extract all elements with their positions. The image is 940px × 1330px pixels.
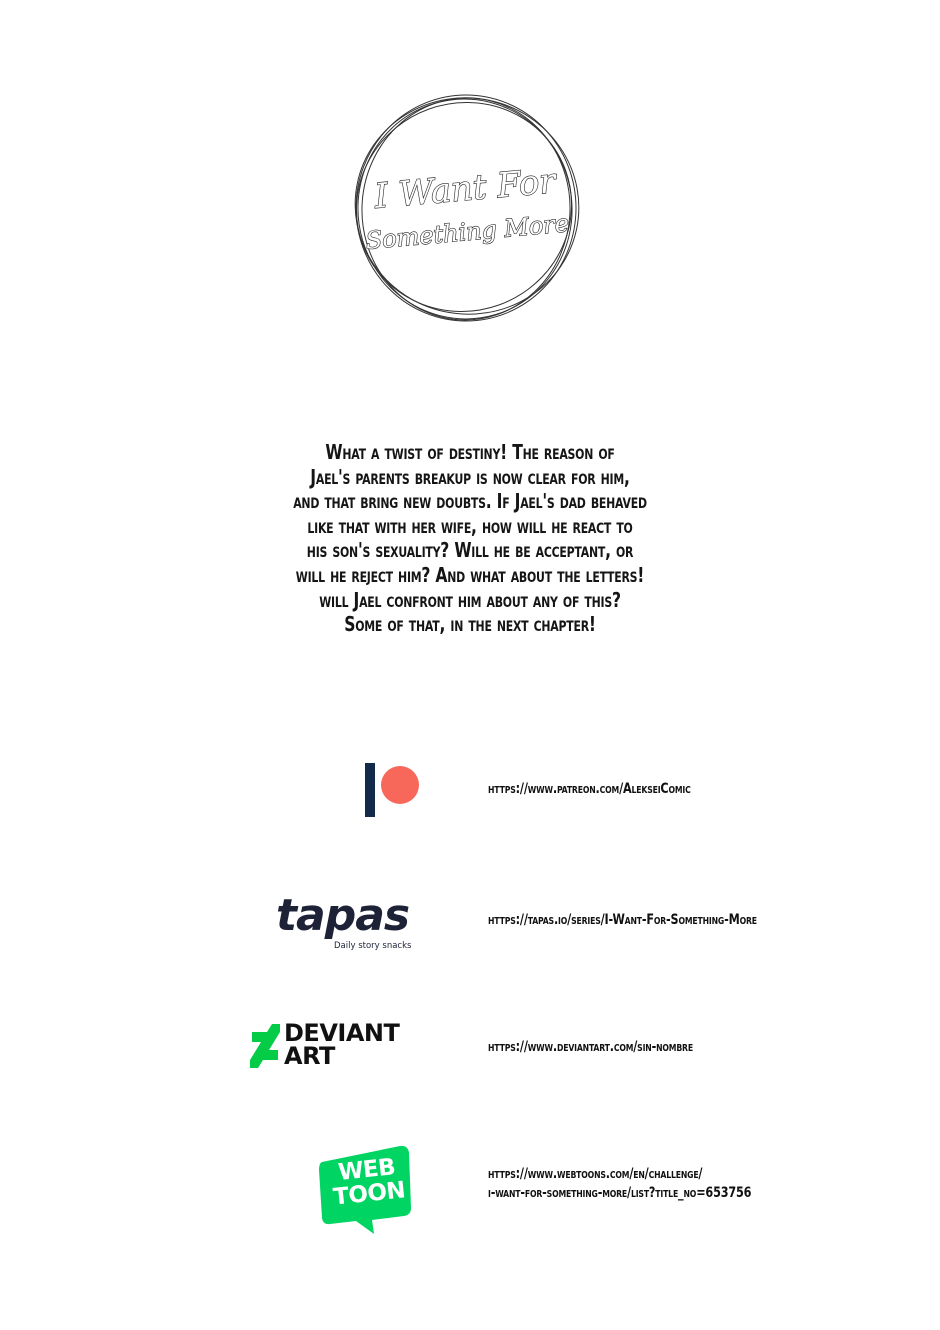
- series-logo-rings: [348, 88, 584, 328]
- afterword-text: [259, 440, 680, 637]
- tapas-wordmark: tapas: [276, 890, 410, 941]
- webtoon-word2: TOON: [332, 1177, 407, 1211]
- webtoon-url-line2: i-want-for-something-more/list?title_no=653756: [488, 1185, 752, 1201]
- series-logo: [348, 88, 584, 328]
- afterword-line: What a twist of destiny! The reason of: [325, 440, 615, 464]
- webtoon-wordmark: [324, 1154, 413, 1211]
- tapas-tagline: Daily story snacks: [334, 941, 412, 951]
- webtoon-word1: WEB: [336, 1154, 397, 1186]
- logo-title-line2: Something More: [364, 209, 571, 255]
- patreon-url-link[interactable]: https://www.patreon.com/AlekseiComic: [488, 781, 691, 797]
- logo-title-line1: I Want For: [372, 161, 558, 217]
- webtoon-url-link[interactable]: [488, 1165, 751, 1203]
- deviantart-word2: ART: [284, 1042, 335, 1070]
- afterword-line: like that with her wife, how will he react to: [307, 513, 633, 538]
- afterword-line: will he reject him? And what about the letters!: [295, 562, 645, 587]
- afterword-line: Some of that, in the next chapter!: [344, 612, 596, 637]
- deviantart-wordmark: [284, 1019, 400, 1070]
- patreon-icon-bar: [365, 763, 375, 817]
- afterword-line: Jael's parents breakup is now clear for him,: [310, 464, 630, 489]
- afterword-line: and that bring new doubts. If Jael's dad behaved: [293, 489, 647, 514]
- deviantart-icon: [250, 1024, 280, 1068]
- webtoon-url-line1: https://www.webtoons.com/en/challenge/: [488, 1166, 703, 1182]
- tapas-url-link[interactable]: https://tapas.io/series/I-Want-For-Something-More: [488, 912, 757, 928]
- deviantart-word1: DEVIANT: [284, 1019, 400, 1047]
- afterword-line: will Jael confront him about any of this?: [319, 587, 621, 612]
- deviantart-url-link[interactable]: https://www.deviantart.com/sin-nombre: [488, 1039, 693, 1055]
- afterword-line: his son's sexuality? Will he be acceptant, or: [306, 538, 634, 563]
- patreon-icon-dot: [381, 766, 419, 804]
